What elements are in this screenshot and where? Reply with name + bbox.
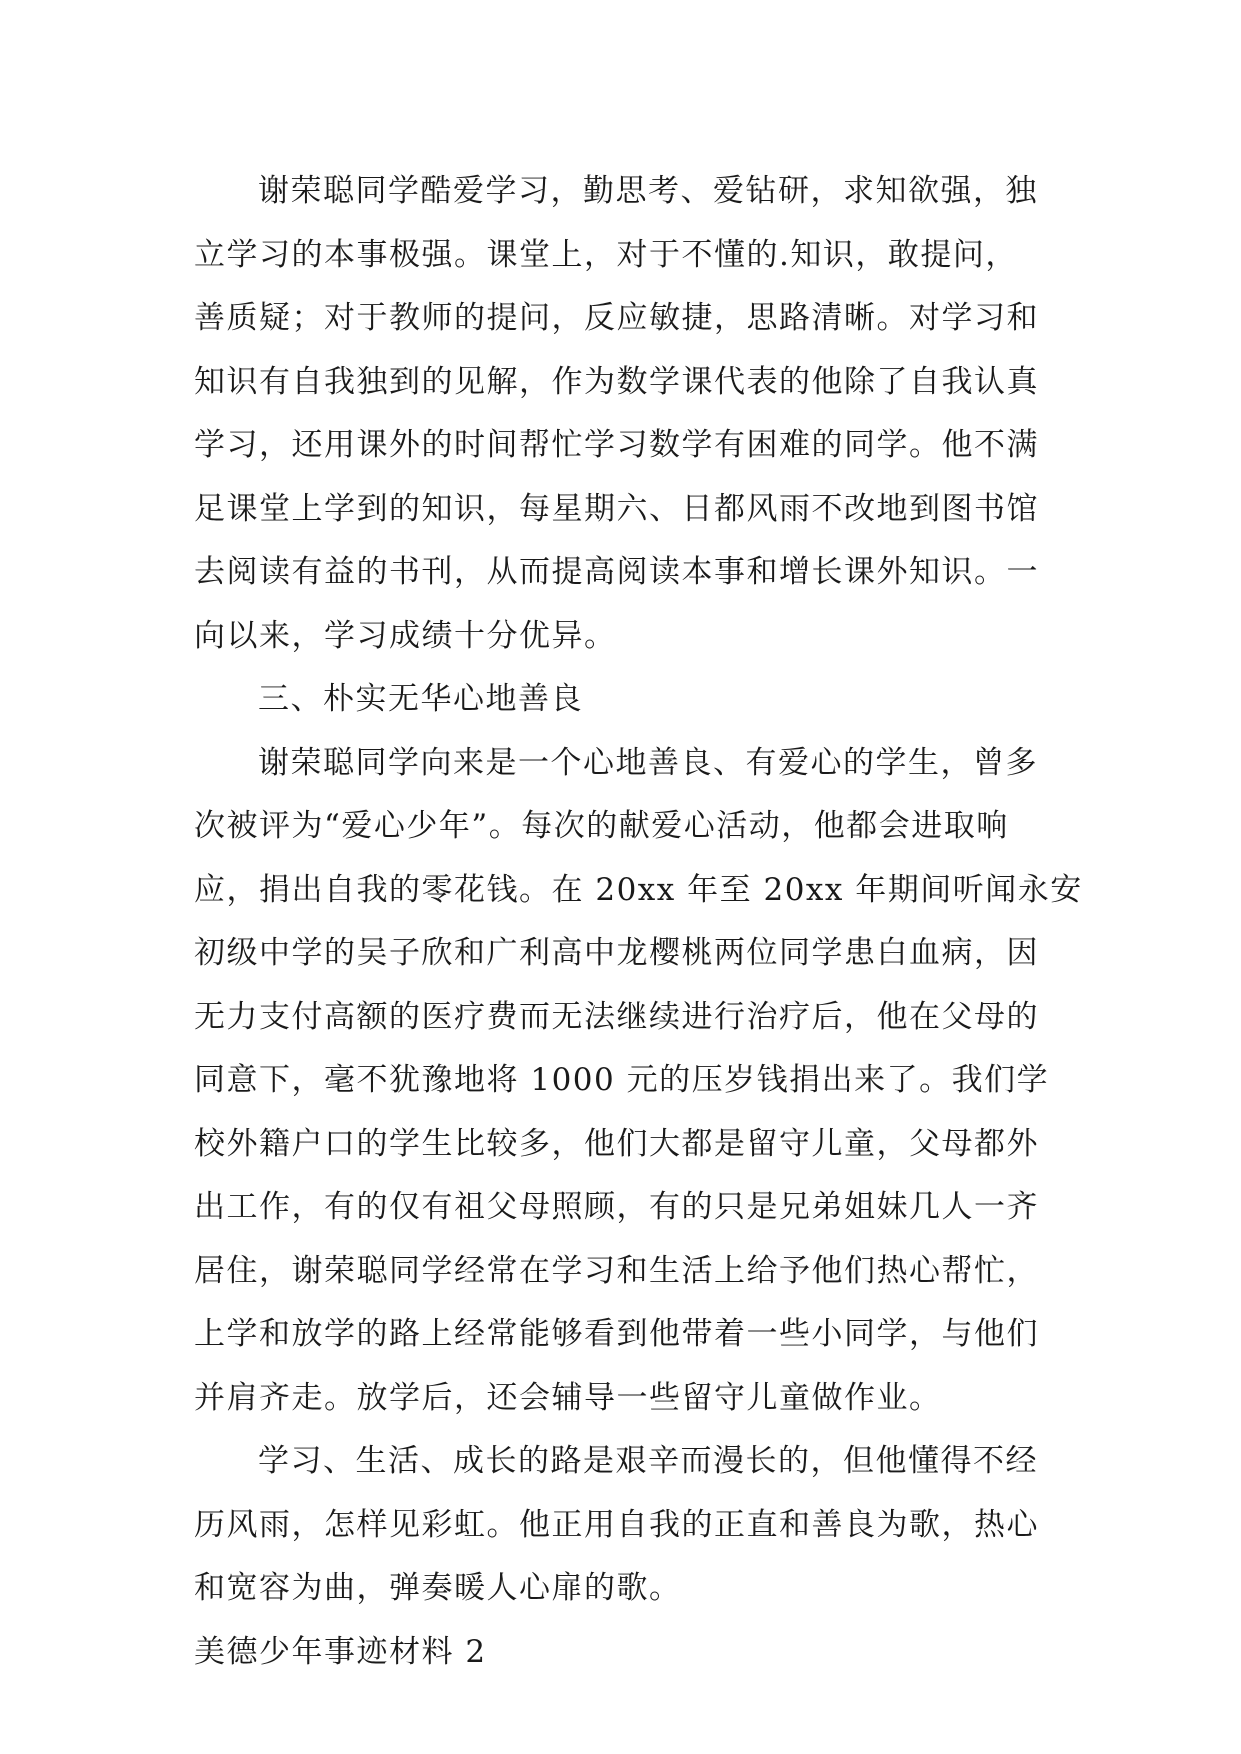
section-heading: 三、朴实无华心地善良 <box>258 681 583 717</box>
paragraph-line: 立学习的本事极强。课堂上，对于不懂的.知识，敢提问， <box>194 236 1018 273</box>
document-body <box>194 160 1083 1684</box>
paragraph-line: 并肩齐走。放学后，还会辅导一些留守儿童做作业。 <box>194 1379 942 1416</box>
paragraph-conclusion <box>194 1430 1054 1621</box>
paragraph-line: 无力支付高额的医疗费而无法继续进行治疗后，他在父母的 <box>194 998 1039 1035</box>
paragraph-line: 去阅读有益的书刊，从而提高阅读本事和增长课外知识。一 <box>194 554 1039 590</box>
paragraph-line: 同意下，毫不犹豫地将 1000 元的压岁钱捐出来了。我们学 <box>194 1062 1050 1098</box>
paragraph-line: 善质疑；对于教师的提问，反应敏捷，思路清晰。对学习和 <box>194 300 1039 336</box>
paragraph-study <box>194 160 1054 668</box>
paragraph-line: 初级中学的吴子欣和广利高中龙樱桃两位同学患白血病，因 <box>194 935 1039 971</box>
paragraph-line: 和宽容为曲，弹奏暖人心扉的歌。 <box>194 1570 682 1606</box>
paragraph-line: 次被评为“爱心少年”。每次的献爱心活动，他都会进取响 <box>194 808 1009 844</box>
paragraph-line: 应，捐出自我的零花钱。在 20xx 年至 20xx 年期间听闻永安 <box>194 871 1083 908</box>
paragraph-line: 校外籍户口的学生比较多，他们大都是留守儿童，父母都外 <box>194 1125 1039 1162</box>
paragraph-line: 历风雨，怎样见彩虹。他正用自我的正直和善良为歌，热心 <box>194 1506 1039 1543</box>
paragraph-line: 学习，还用课外的时间帮忙学习数学有困难的同学。他不满 <box>194 427 1039 463</box>
paragraph-line: 向以来，学习成绩十分优异。 <box>194 617 617 654</box>
paragraph-kindness <box>194 732 1083 1431</box>
paragraph-line: 知识有自我独到的见解，作为数学课代表的他除了自我认真 <box>194 363 1039 400</box>
paragraph-line: 谢荣聪同学向来是一个心地善良、有爱心的学生，曾多 <box>258 744 1038 781</box>
paragraph-line: 上学和放学的路上经常能够看到他带着一些小同学，与他们 <box>194 1316 1039 1352</box>
paragraph-line: 学习、生活、成长的路是艰辛而漫长的，但他懂得不经 <box>258 1443 1038 1479</box>
paragraph-line: 居住，谢荣聪同学经常在学习和生活上给予他们热心帮忙， <box>194 1252 1039 1289</box>
document-title: 美德少年事迹材料 2 <box>194 1633 487 1670</box>
paragraph-line: 足课堂上学到的知识，每星期六、日都风雨不改地到图书馆 <box>194 490 1039 527</box>
paragraph-line: 出工作，有的仅有祖父母照顾，有的只是兄弟姐妹几人一齐 <box>194 1189 1039 1225</box>
paragraph-line: 谢荣聪同学酷爱学习，勤思考、爱钻研，求知欲强，独 <box>258 173 1038 209</box>
